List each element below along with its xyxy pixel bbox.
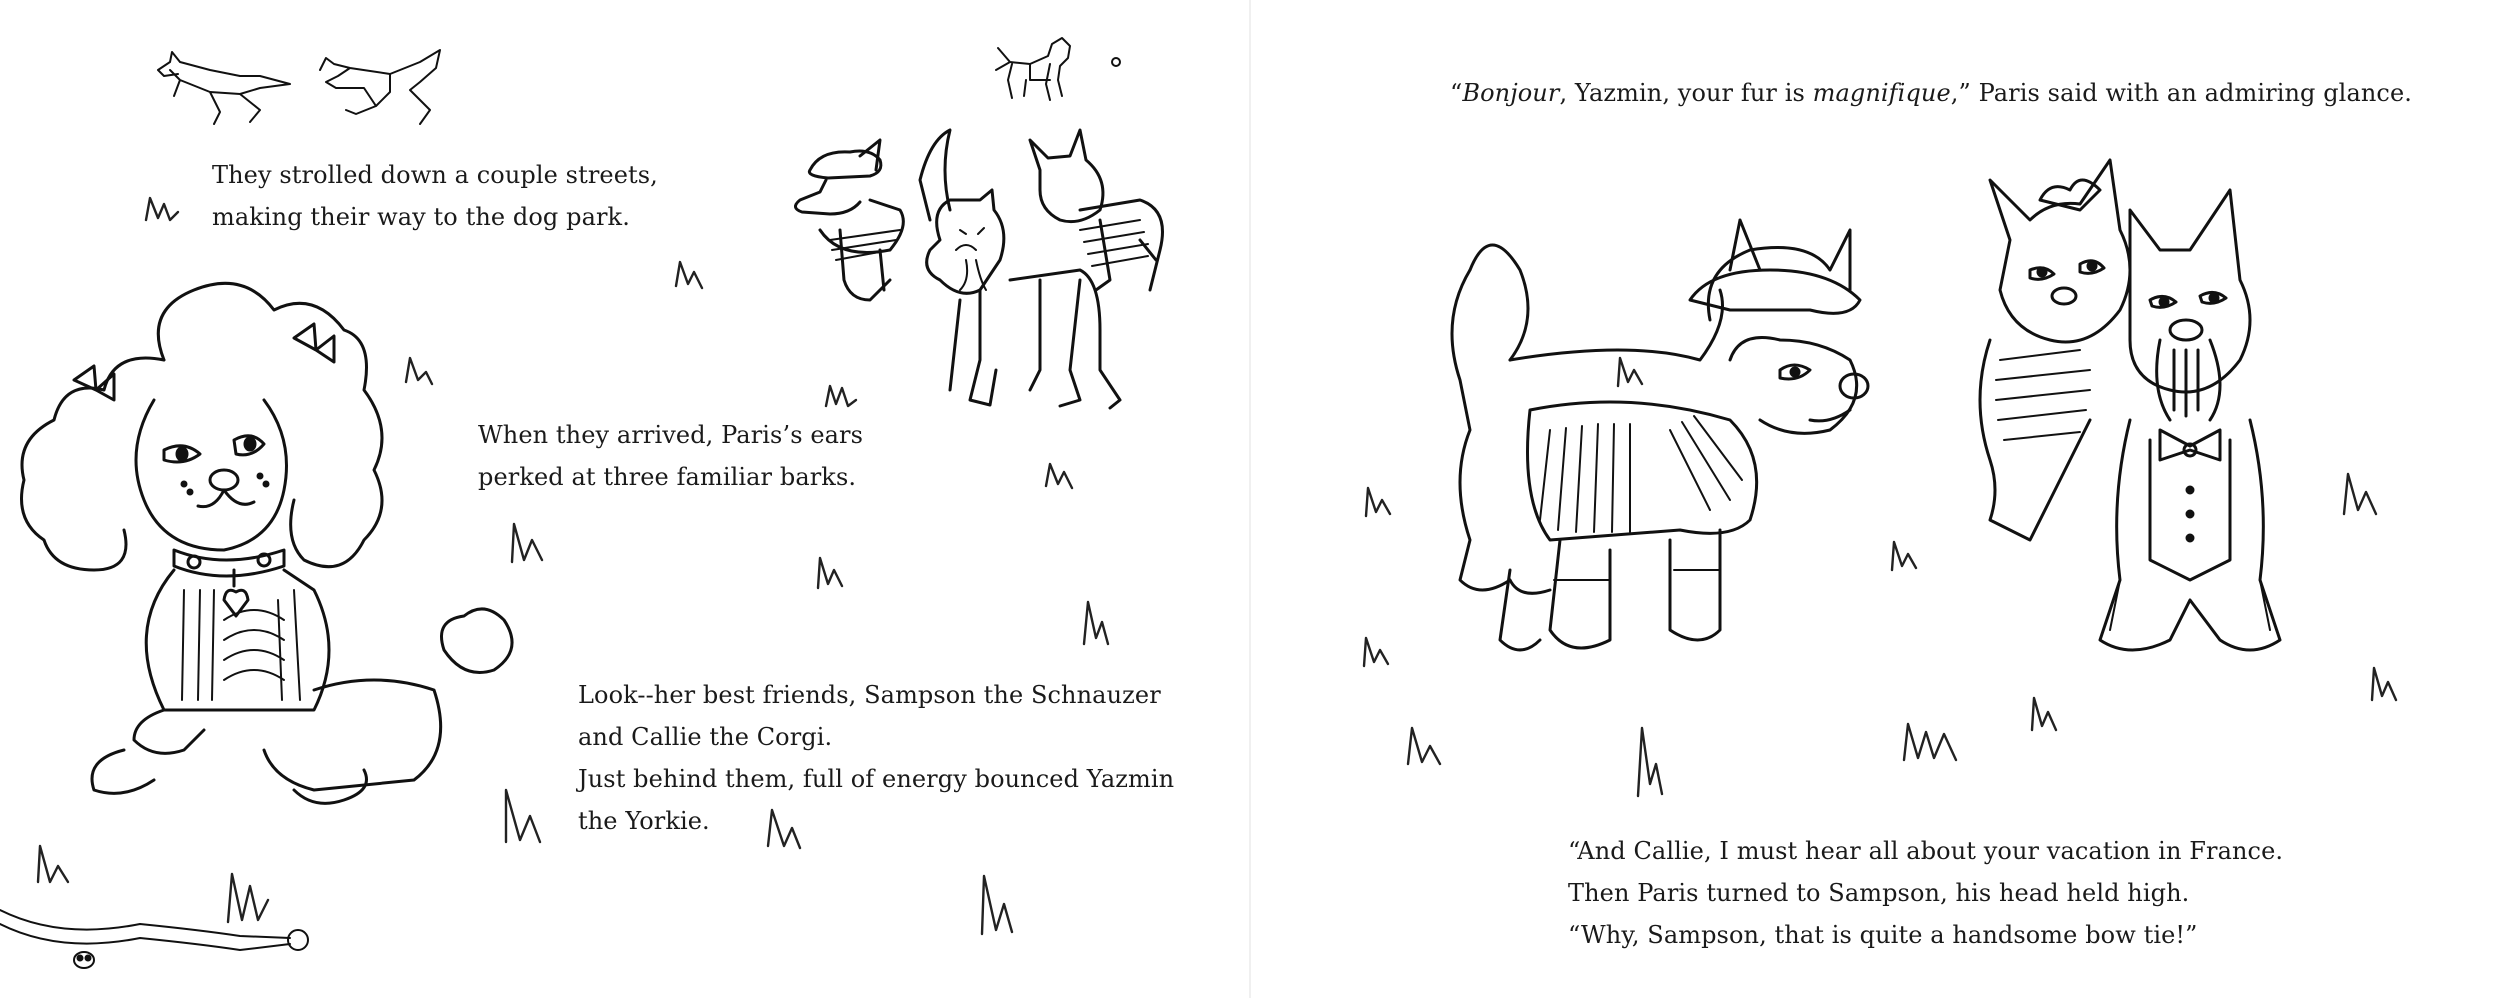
left-paragraph-3	[578, 674, 1174, 842]
quote-italic-magnifique: magnifique	[1812, 79, 1951, 107]
text-line: “Why, Sampson, that is quite a handsome bow tie!”	[1568, 921, 2198, 949]
grass-tuft	[1634, 724, 1664, 800]
text-line: Then Paris turned to Sampson, his head held high.	[1568, 879, 2190, 907]
small-dog-illustration	[990, 30, 1090, 110]
grass-tuft	[1900, 720, 1960, 764]
grass-tuft	[976, 872, 1016, 938]
right-paragraph-bottom	[1568, 830, 2283, 956]
grass-tuft	[2028, 694, 2058, 734]
grass-tuft	[224, 870, 274, 926]
running-dogs-illustration	[150, 40, 470, 135]
grass-tuft	[1404, 724, 1444, 768]
poodle-illustration	[14, 270, 524, 830]
grass-tuft	[674, 258, 704, 290]
text-line: Look--her best friends, Sampson the Schnauzer	[578, 681, 1161, 709]
left-paragraph-1	[212, 154, 658, 238]
right-dogs-illustration	[1430, 160, 2430, 760]
quote-middle: , Yazmin, your fur is	[1559, 79, 1813, 107]
grass-tuft	[34, 842, 74, 886]
grass-tuft	[1360, 634, 1390, 670]
grass-tuft	[814, 554, 844, 590]
text-line: They strolled down a couple streets,	[212, 161, 658, 189]
text-line: When they arrived, Paris’s ears	[478, 421, 864, 449]
grass-tuft	[1614, 354, 1644, 390]
grass-tuft	[2340, 470, 2380, 518]
text-line: Just behind them, full of energy bounced Yazmin	[578, 765, 1175, 793]
text-line: perked at three familiar barks.	[478, 463, 857, 491]
grass-tuft	[1888, 538, 1918, 574]
grass-tuft	[1362, 484, 1392, 520]
quote-open: “	[1450, 79, 1463, 107]
grass-tuft	[1080, 598, 1110, 648]
grass-tuft	[508, 520, 544, 564]
right-page	[1250, 0, 2500, 998]
grass-tuft	[404, 354, 434, 386]
grass-tuft	[2368, 664, 2398, 704]
grass-tuft	[500, 786, 544, 846]
text-line: making their way to the dog park.	[212, 203, 630, 231]
grass-tuft	[764, 806, 804, 850]
text-line: and Callie the Corgi.	[578, 723, 833, 751]
text-line: “And Callie, I must hear all about your vacation in France.	[1568, 837, 2284, 865]
text-line: the Yorkie.	[578, 807, 710, 835]
quote-italic-bonjour: Bonjour	[1462, 79, 1560, 107]
grass-tuft	[824, 380, 858, 410]
quote-close: ,” Paris said with an admiring glance.	[1950, 79, 2412, 107]
left-paragraph-2	[478, 414, 863, 498]
right-quote-top	[1450, 72, 2412, 114]
grass-tuft	[1044, 460, 1074, 490]
grass-tuft	[144, 194, 184, 224]
